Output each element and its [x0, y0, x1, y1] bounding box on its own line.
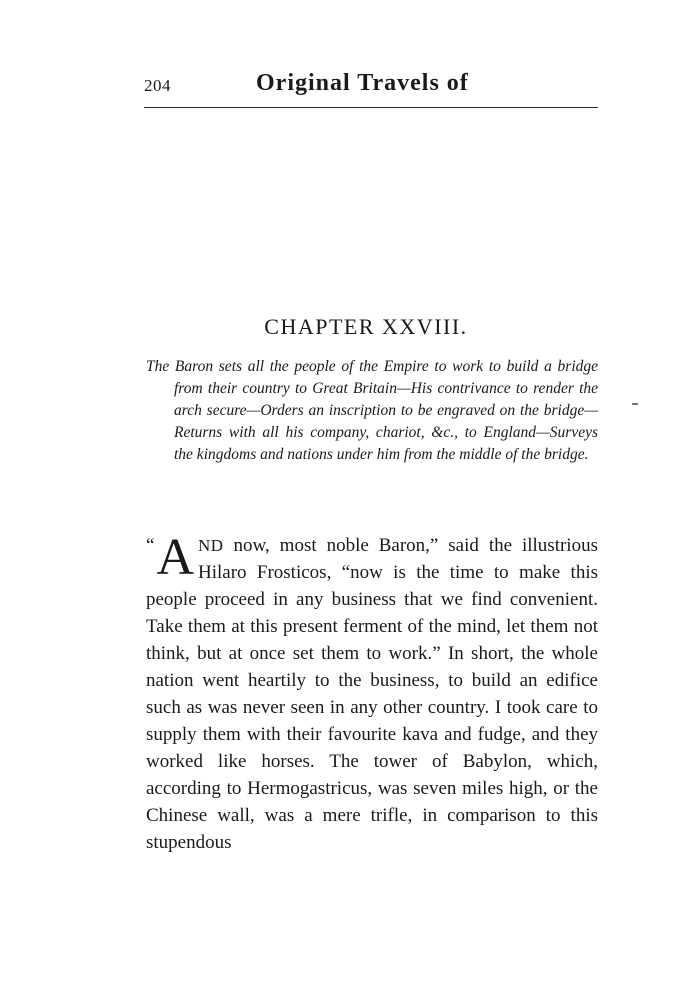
running-title: Original Travels of	[256, 70, 469, 96]
paragraph-text: now, most noble Baron,” said the illustrious Hilaro Frosticos, “now is the time to make this people proceed in any business that we find convenient. Take them at this present ferment of the mind, let them not think, but at once set them to work.” In short, the whole nation went heartily to the business, to build an edifice such as was never seen in any other country. I took care to supply them with their favourite kava and fudge, and they worked like horses. The tower of Babylon, which, according to Hermogastricus, was seven miles high, or the Chinese wall, was a mere trifle, in comparison to this stupendous	[146, 535, 598, 853]
opening-quote: “	[146, 535, 155, 556]
chapter-heading: CHAPTER XXVIII.	[264, 314, 468, 339]
running-head	[144, 70, 598, 110]
margin-mark	[632, 403, 638, 405]
header-rule	[144, 107, 598, 108]
page-number: 204	[144, 76, 171, 95]
body-text	[146, 529, 598, 856]
first-word-rest: ND	[198, 536, 224, 555]
synopsis-text: The Baron sets all the people of the Empire to work to build a bridge from their country to Great Britain—His contrivance to render the arch secure—Orders an inscription to be engraved on the bridge—Returns with all his company, chariot, &c., to England—Surveys the kingdoms and nations under him from the middle of the bridge.	[146, 358, 598, 463]
chapter-synopsis	[146, 356, 598, 466]
body-paragraph	[146, 529, 598, 856]
drop-cap: A	[156, 529, 194, 586]
